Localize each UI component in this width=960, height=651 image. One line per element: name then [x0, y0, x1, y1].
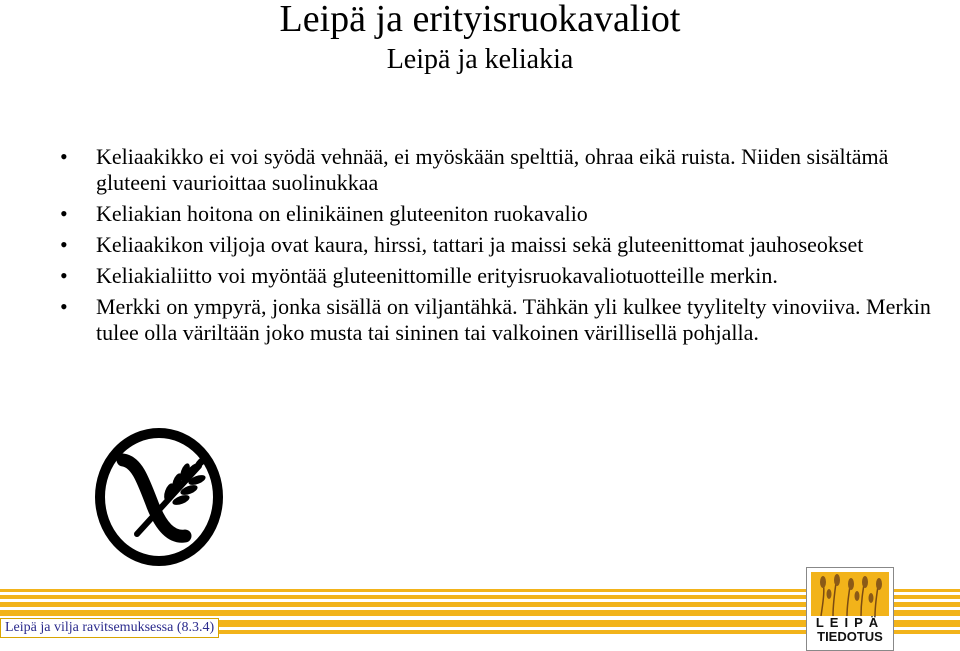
bullet-item: • Merkki on ympyrä, jonka sisällä on viljantähkä. Tähkän yli kulkee tyylitelty vinoviiva. Merkin tulee olla väriltään joko musta tai sininen tai valkoinen värillisellä pohjalla.: [60, 294, 940, 346]
bullet-item: • Keliakian hoitona on elinikäinen gluteeniton ruokavalio: [60, 201, 940, 227]
logo-text-top: LEIPÄ: [815, 615, 885, 630]
bullet-item: • Keliaakikko ei voi syödä vehnää, ei myöskään spelttiä, ohraa eikä ruista. Niiden sisältämä gluteeni vaurioittaa suolinukkaa: [60, 144, 940, 196]
bullet-item: • Keliaakikon viljoja ovat kaura, hirssi, tattari ja maissi sekä gluteenittomat jauhoseokset: [60, 232, 940, 258]
logo-text-bottom: TIEDOTUS: [817, 629, 883, 644]
bullet-item: • Keliakialiitto voi myöntää gluteenittomille erityisruokavaliotuotteille merkin.: [60, 263, 940, 289]
slide-title: Leipä ja erityisruokavaliot: [279, 0, 681, 40]
footer-text: Leipä ja vilja ravitsemuksessa (8.3.4): [0, 618, 219, 638]
leipatiedotus-logo: [806, 567, 894, 651]
crossed-grain-icon: [93, 426, 225, 568]
bullet-list: [60, 144, 940, 351]
wheat-field-icon: [811, 572, 889, 616]
slide-subtitle: Leipä ja keliakia: [386, 44, 574, 75]
